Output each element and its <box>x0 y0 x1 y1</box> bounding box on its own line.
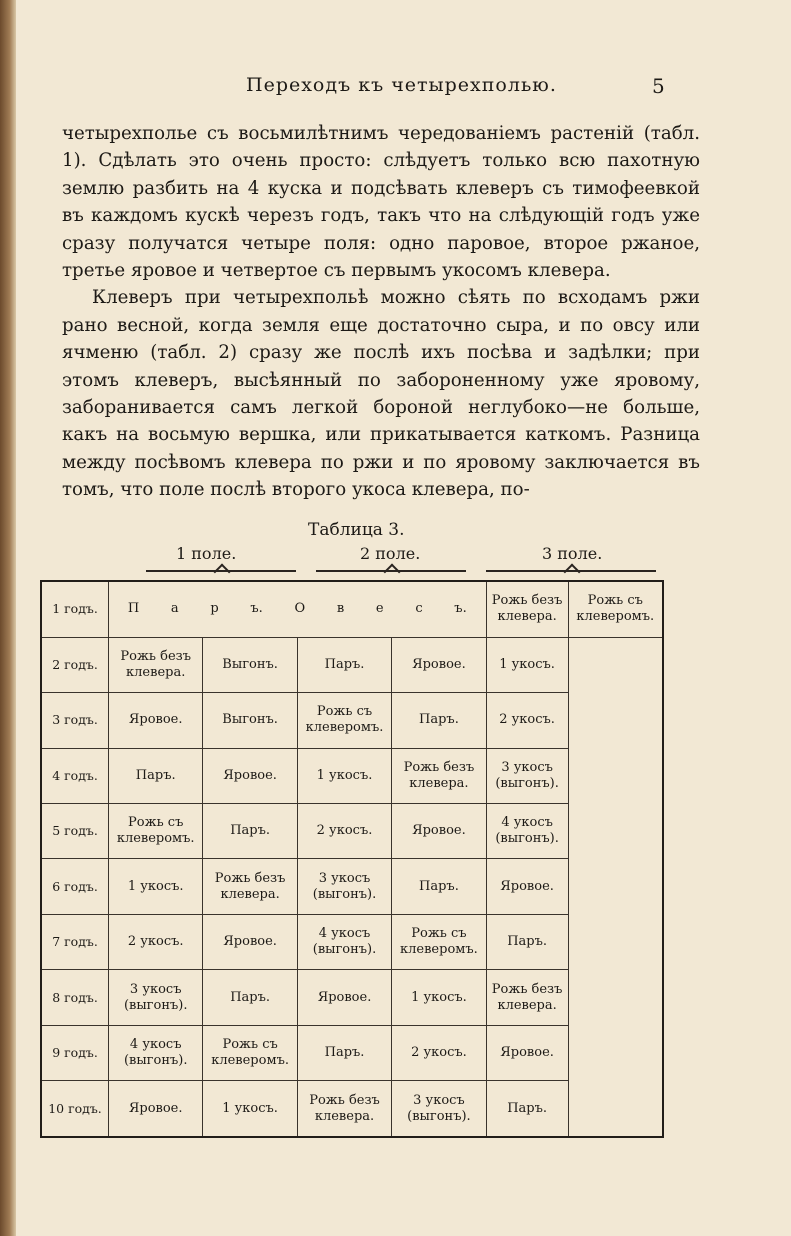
table-cell: Паръ. <box>486 914 568 969</box>
table-cell: Паръ. <box>203 804 297 859</box>
year-cell: 5 годъ. <box>41 804 109 859</box>
table-cell: Яровое. <box>203 748 297 803</box>
table-cell: 3 укосъ (выгонъ). <box>392 1081 486 1137</box>
table-row <box>41 581 663 637</box>
field-brace-3 <box>486 570 656 580</box>
field-brace-2 <box>316 570 466 580</box>
year-cell: 9 годъ. <box>41 1025 109 1080</box>
table-cell: Паръ. <box>297 1025 391 1080</box>
table-cell: Яровое. <box>203 914 297 969</box>
table-row <box>41 970 663 1025</box>
table-row <box>41 1081 663 1137</box>
year-cell: 10 годъ. <box>41 1081 109 1137</box>
table-title: Таблица 3. <box>308 520 405 540</box>
table-cell: 2 укосъ. <box>392 1025 486 1080</box>
table-row <box>41 914 663 969</box>
table-cell: 2 укосъ. <box>109 914 203 969</box>
table-cell: 3 укосъ (выгонъ). <box>297 859 391 914</box>
table-cell: 3 укосъ (выгонъ). <box>109 970 203 1025</box>
field-label-3: 3 поле. <box>542 544 603 563</box>
spread-letter: О <box>294 601 306 617</box>
spread-letters <box>112 601 483 617</box>
running-title: Переходъ къ четырехполью. <box>246 74 557 96</box>
running-header <box>16 74 791 104</box>
table-cell: 1 укосъ. <box>297 748 391 803</box>
field-label-1: 1 поле. <box>176 544 237 563</box>
table-cell: Яровое. <box>486 859 568 914</box>
paragraph-1: четырехполье съ восьмилѣтнимъ чередованіемъ растеній (табл. 1). Сдѣлать это очень просто: слѣдуетъ только всю пахотную землю разбить на 4 куска и подсѣвать клеверъ съ тимофеевкой въ каждомъ кускѣ черезъ годъ, такъ что на слѣдующій годъ уже сразу получатся четыре поля: одно паровое, второе ржаное, третье яровое и четвертое съ первымъ укосомъ клевера. <box>62 123 700 282</box>
table-cell: Паръ. <box>109 748 203 803</box>
book-spine-shadow <box>0 0 16 1236</box>
field-brace-1 <box>146 570 296 580</box>
body-text <box>62 120 700 504</box>
table-cell: 4 укосъ (выгонъ). <box>486 804 568 859</box>
spread-letter: ъ. <box>454 601 467 617</box>
spread-letter: е <box>375 601 384 617</box>
table-cell: 2 укосъ. <box>297 804 391 859</box>
spread-cell <box>109 581 487 637</box>
spread-letter: ъ. <box>250 601 263 617</box>
table-cell: Выгонъ. <box>203 693 297 748</box>
table-cell: Яровое. <box>109 693 203 748</box>
table-cell: Паръ. <box>486 1081 568 1137</box>
crop-rotation-table <box>40 580 664 1138</box>
table-cell: 1 укосъ. <box>486 637 568 692</box>
table-row <box>41 637 663 692</box>
year-cell: 6 годъ. <box>41 859 109 914</box>
table-cell: 1 укосъ. <box>109 859 203 914</box>
field-label-2: 2 поле. <box>360 544 421 563</box>
table-row <box>41 804 663 859</box>
paragraph-2: Клеверъ при четырехпольѣ можно сѣять по всходамъ ржи рано весной, когда земля еще достаточно сыра, и по овсу или ячменю (табл. 2) сразу же послѣ ихъ посѣва и задѣлки; при этомъ клеверъ, высѣянный по забороненному уже яровому, заборанивается самъ легкой бороной неглубоко—не больше, какъ на восьмую вершка, или прикатывается каткомъ. Разница между посѣвомъ клевера по ржи и по яровому заключается въ томъ, что поле послѣ второго укоса клевера, по- <box>62 287 700 501</box>
spread-letter: П <box>127 601 140 617</box>
spread-letter: с <box>415 601 423 617</box>
year-cell: 8 годъ. <box>41 970 109 1025</box>
table-cell: Яровое. <box>392 637 486 692</box>
field-labels <box>16 544 791 584</box>
book-page <box>16 0 791 1236</box>
spread-letter: в <box>336 601 345 617</box>
table-cell: Рожь безъ клевера. <box>392 748 486 803</box>
table-row <box>41 859 663 914</box>
table-cell: Рожь съ клеверомъ. <box>297 693 391 748</box>
table-cell: 1 укосъ. <box>392 970 486 1025</box>
year-cell: 4 годъ. <box>41 748 109 803</box>
table-cell: Яровое. <box>392 804 486 859</box>
year-cell: 7 годъ. <box>41 914 109 969</box>
year-cell: 1 годъ. <box>41 581 109 637</box>
table-body <box>41 637 663 1137</box>
year-cell: 3 годъ. <box>41 693 109 748</box>
table-cell: Паръ. <box>392 693 486 748</box>
table-cell: Рожь съ клеверомъ. <box>568 581 663 637</box>
table-cell: Рожь съ клеверомъ. <box>109 804 203 859</box>
table-cell: 1 укосъ. <box>203 1081 297 1137</box>
table-cell: 3 укосъ (выгонъ). <box>486 748 568 803</box>
table-cell: Рожь безъ клевера. <box>203 859 297 914</box>
table-cell: Яровое. <box>486 1025 568 1080</box>
spread-letter: р <box>210 601 219 617</box>
table-cell: Рожь безъ клевера. <box>486 970 568 1025</box>
table-cell: 4 укосъ (выгонъ). <box>297 914 391 969</box>
table-cell: Паръ. <box>203 970 297 1025</box>
table-row <box>41 693 663 748</box>
table-cell: Рожь безъ клевера. <box>486 581 568 637</box>
table-cell: 4 укосъ (выгонъ). <box>109 1025 203 1080</box>
table-cell: Рожь безъ клевера. <box>109 637 203 692</box>
table-cell: 2 укосъ. <box>486 693 568 748</box>
table-cell: Рожь съ клеверомъ. <box>392 914 486 969</box>
table-cell: Рожь съ клеверомъ. <box>203 1025 297 1080</box>
table-cell: Паръ. <box>297 637 391 692</box>
table-cell: Рожь безъ клевера. <box>297 1081 391 1137</box>
table-cell: Паръ. <box>392 859 486 914</box>
year-cell: 2 годъ. <box>41 637 109 692</box>
table-cell: Выгонъ. <box>203 637 297 692</box>
table-row <box>41 748 663 803</box>
table-cell: Яровое. <box>109 1081 203 1137</box>
page-number: 5 <box>652 74 665 98</box>
table-row <box>41 1025 663 1080</box>
table-cell: Яровое. <box>297 970 391 1025</box>
spread-letter: а <box>170 601 179 617</box>
